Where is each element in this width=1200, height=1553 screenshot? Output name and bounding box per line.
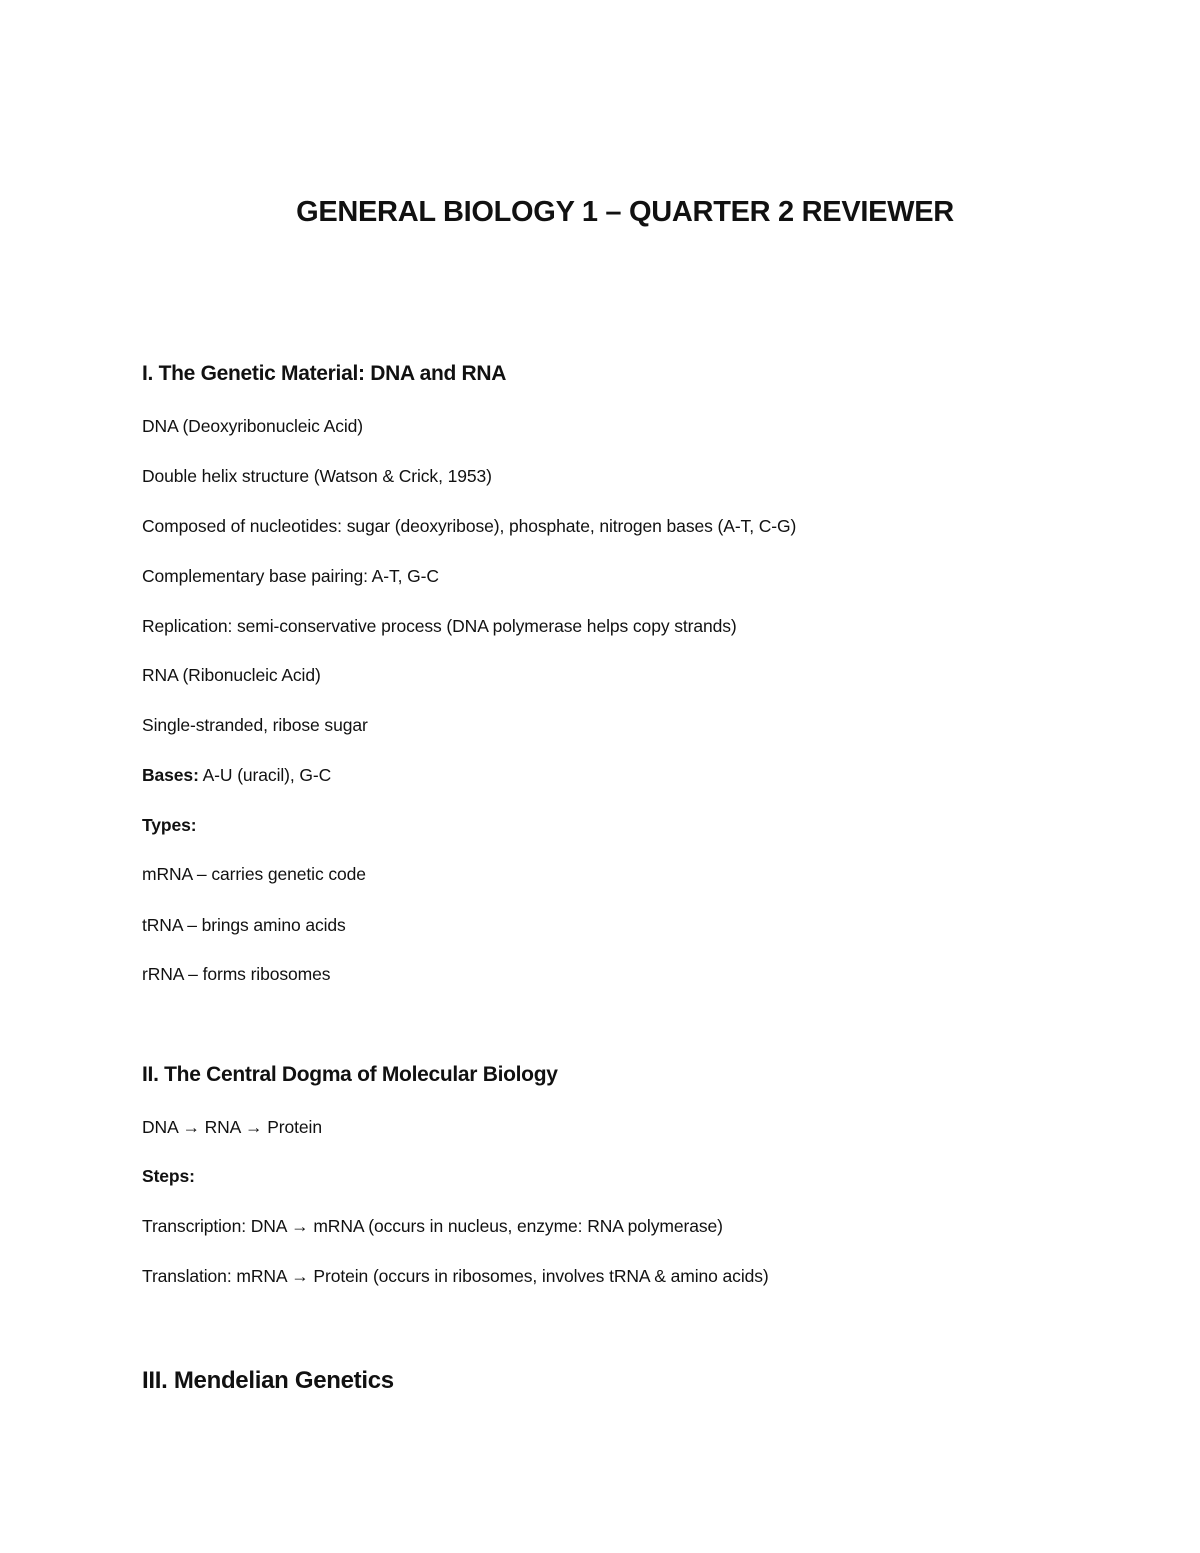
dna-structure: Double helix structure (Watson & Crick, 1953) — [142, 466, 492, 486]
document-title: GENERAL BIOLOGY 1 – QUARTER 2 REVIEWER — [296, 196, 954, 228]
section-2-heading: II. The Central Dogma of Molecular Biology — [142, 1063, 558, 1086]
section-1-heading: I. The Genetic Material: DNA and RNA — [142, 362, 507, 385]
dna-composition: Composed of nucleotides: sugar (deoxyribose), phosphate, nitrogen bases (A-T, C-G) — [142, 516, 797, 536]
dna-pairing: Complementary base pairing: A-T, G-C — [142, 566, 439, 586]
rna-title: RNA (Ribonucleic Acid) — [142, 665, 321, 685]
section-3-heading: III. Mendelian Genetics — [142, 1367, 394, 1394]
central-dogma-flow: DNA → RNA → Protein — [142, 1117, 322, 1137]
trna-item: tRNA – brings amino acids — [142, 915, 346, 935]
mrna-item: mRNA – carries genetic code — [142, 864, 366, 884]
rna-types-label: Types: — [142, 815, 197, 835]
rna-bases-value: A-U (uracil), G-C — [198, 765, 332, 785]
steps-label: Steps: — [142, 1166, 195, 1186]
rna-bases — [142, 765, 331, 786]
transcription-step: Transcription: DNA → mRNA (occurs in nucleus, enzyme: RNA polymerase) — [142, 1216, 723, 1236]
rna-structure: Single-stranded, ribose sugar — [142, 715, 368, 735]
translation-step: Translation: mRNA → Protein (occurs in ribosomes, involves tRNA & amino acids) — [142, 1266, 769, 1286]
rrna-item: rRNA – forms ribosomes — [142, 964, 331, 984]
rna-bases-label: Bases: — [142, 765, 199, 785]
dna-title: DNA (Deoxyribonucleic Acid) — [142, 416, 363, 436]
dna-replication: Replication: semi-conservative process (DNA polymerase helps copy strands) — [142, 616, 737, 636]
